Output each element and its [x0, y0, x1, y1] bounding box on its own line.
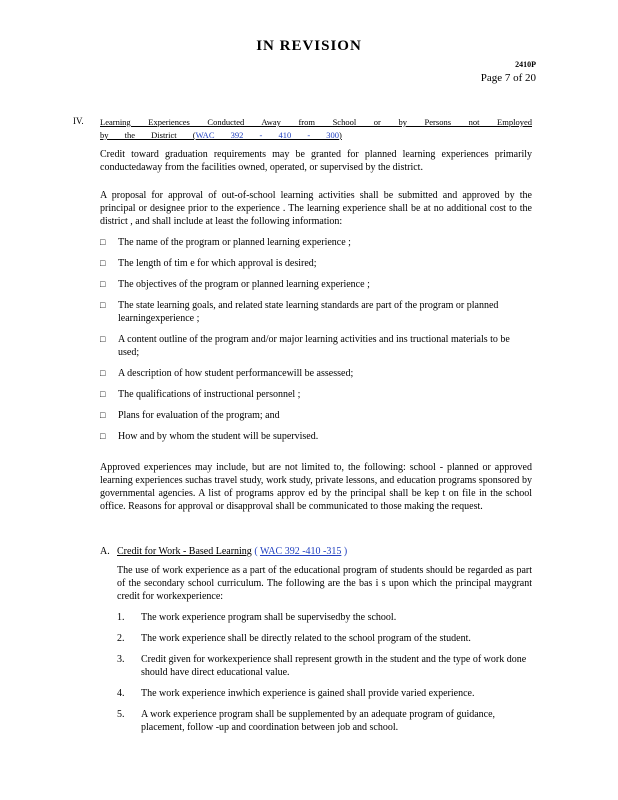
- list-item: [117, 708, 537, 734]
- page-number: Page 7 of 20: [480, 72, 536, 84]
- work-experience-list: [117, 611, 537, 742]
- list-number: 3.: [117, 654, 125, 665]
- list-item: [100, 236, 532, 249]
- bullet-box-icon: □: [100, 389, 106, 399]
- section-heading-reference: WAC 392 - 410 - 300: [195, 130, 340, 140]
- list-item-text: A content outline of the program and/or major learning activities and ins tructional materials to be used;: [118, 334, 510, 358]
- bullet-box-icon: □: [100, 300, 106, 310]
- list-number: 2.: [117, 633, 125, 644]
- list-number: 4.: [117, 688, 125, 699]
- document-code: 2410P: [515, 60, 536, 69]
- paragraph-approved-experiences: Approved experiences may include, but are not limited to, the following: school - planned or approved learning experiences suchas travel study, work study, private lessons, and education programs sponsored by governmental agencies. A list of programs approv ed by the principal shall be kep t on file in the school office. Reasons for approval or disapproval shall be communicated to those making the request.: [100, 462, 532, 512]
- list-item-text: The length of tim e for which approval is desired;: [118, 258, 317, 269]
- list-item: [100, 278, 532, 291]
- list-item-text: How and by whom the student will be supervised.: [118, 431, 319, 442]
- list-item-text: The name of the program or planned learning experience ;: [118, 237, 351, 248]
- list-item: [100, 299, 532, 325]
- list-item: [100, 257, 532, 270]
- list-item-text: A work experience program shall be supplemented by an adequate program of guidance, placement, follow -up and coordination between job and school.: [141, 709, 496, 733]
- bullet-box-icon: □: [100, 368, 106, 378]
- list-item: [117, 632, 537, 645]
- section-numeral: IV.: [73, 116, 84, 126]
- paragraph-credit: Credit toward graduation requirements may be granted for planned learning experiences primarily conductedaway from the facilities owned, operated, or supervised by the district.: [100, 149, 532, 173]
- bullet-box-icon: □: [100, 334, 106, 344]
- section-heading: [100, 116, 532, 142]
- paragraph-proposal: A proposal for approval of out-of-school learning activities shall be submitted and approved by the principal or designee prior to the experience . The learning experience shall be at no additional cost to the district , and shall include at least the following information:: [100, 190, 532, 227]
- bullet-box-icon: □: [100, 279, 106, 289]
- list-item: [100, 333, 532, 359]
- list-item: [100, 409, 532, 422]
- subsection-heading: [100, 546, 347, 557]
- list-number: 5.: [117, 709, 125, 720]
- page-title: IN REVISION: [256, 38, 362, 54]
- list-item-text: A description of how student performancewill be assessed;: [118, 368, 354, 379]
- subsection-letter: A.: [100, 546, 110, 557]
- bullet-box-icon: □: [100, 258, 106, 268]
- section-heading-close: ): [339, 130, 342, 140]
- list-item: [117, 611, 537, 624]
- bullet-box-icon: □: [100, 410, 106, 420]
- list-item-text: The state learning goals, and related state learning standards are part of the program or planned learningexperience ;: [118, 300, 499, 324]
- paragraph-work-experience: The use of work experience as a part of the educational program of students should be regarded as part of the secondary school curriculum. The following are the bas i s upon which the principal maygrant credit for workexperience:: [117, 565, 532, 602]
- list-item-text: The work experience inwhich experience is gained shall provide varied experience.: [141, 688, 475, 699]
- list-item-text: The qualifications of instructional personnel ;: [118, 389, 301, 400]
- list-item: [100, 367, 532, 380]
- list-number: 1.: [117, 612, 125, 623]
- list-item: [117, 687, 537, 700]
- bullet-box-icon: □: [100, 431, 106, 441]
- list-item-text: Plans for evaluation of the program; and: [118, 410, 280, 421]
- list-item-text: Credit given for workexperience shall represent growth in the student and the type of work done should have direct educational value.: [141, 654, 527, 678]
- subsection-reference: WAC 392 -410 -315: [259, 546, 342, 557]
- subsection-title: Credit for Work - Based Learning: [117, 546, 252, 557]
- list-item-text: The work experience shall be directly related to the school program of the student.: [141, 633, 471, 644]
- information-list: [100, 236, 532, 451]
- bullet-box-icon: □: [100, 237, 106, 247]
- list-item-text: The work experience program shall be supervisedby the school.: [141, 612, 397, 623]
- list-item-text: The objectives of the program or planned learning experience ;: [118, 279, 370, 290]
- list-item: [117, 653, 537, 679]
- list-item: [100, 430, 532, 443]
- list-item: [100, 388, 532, 401]
- section-heading-text: Learning Experiences Conducted Away from School or by Persons not Employed by the District (: [100, 117, 532, 140]
- subsection-ref-close: ): [341, 546, 348, 557]
- subsection-ref-open: (: [251, 546, 260, 557]
